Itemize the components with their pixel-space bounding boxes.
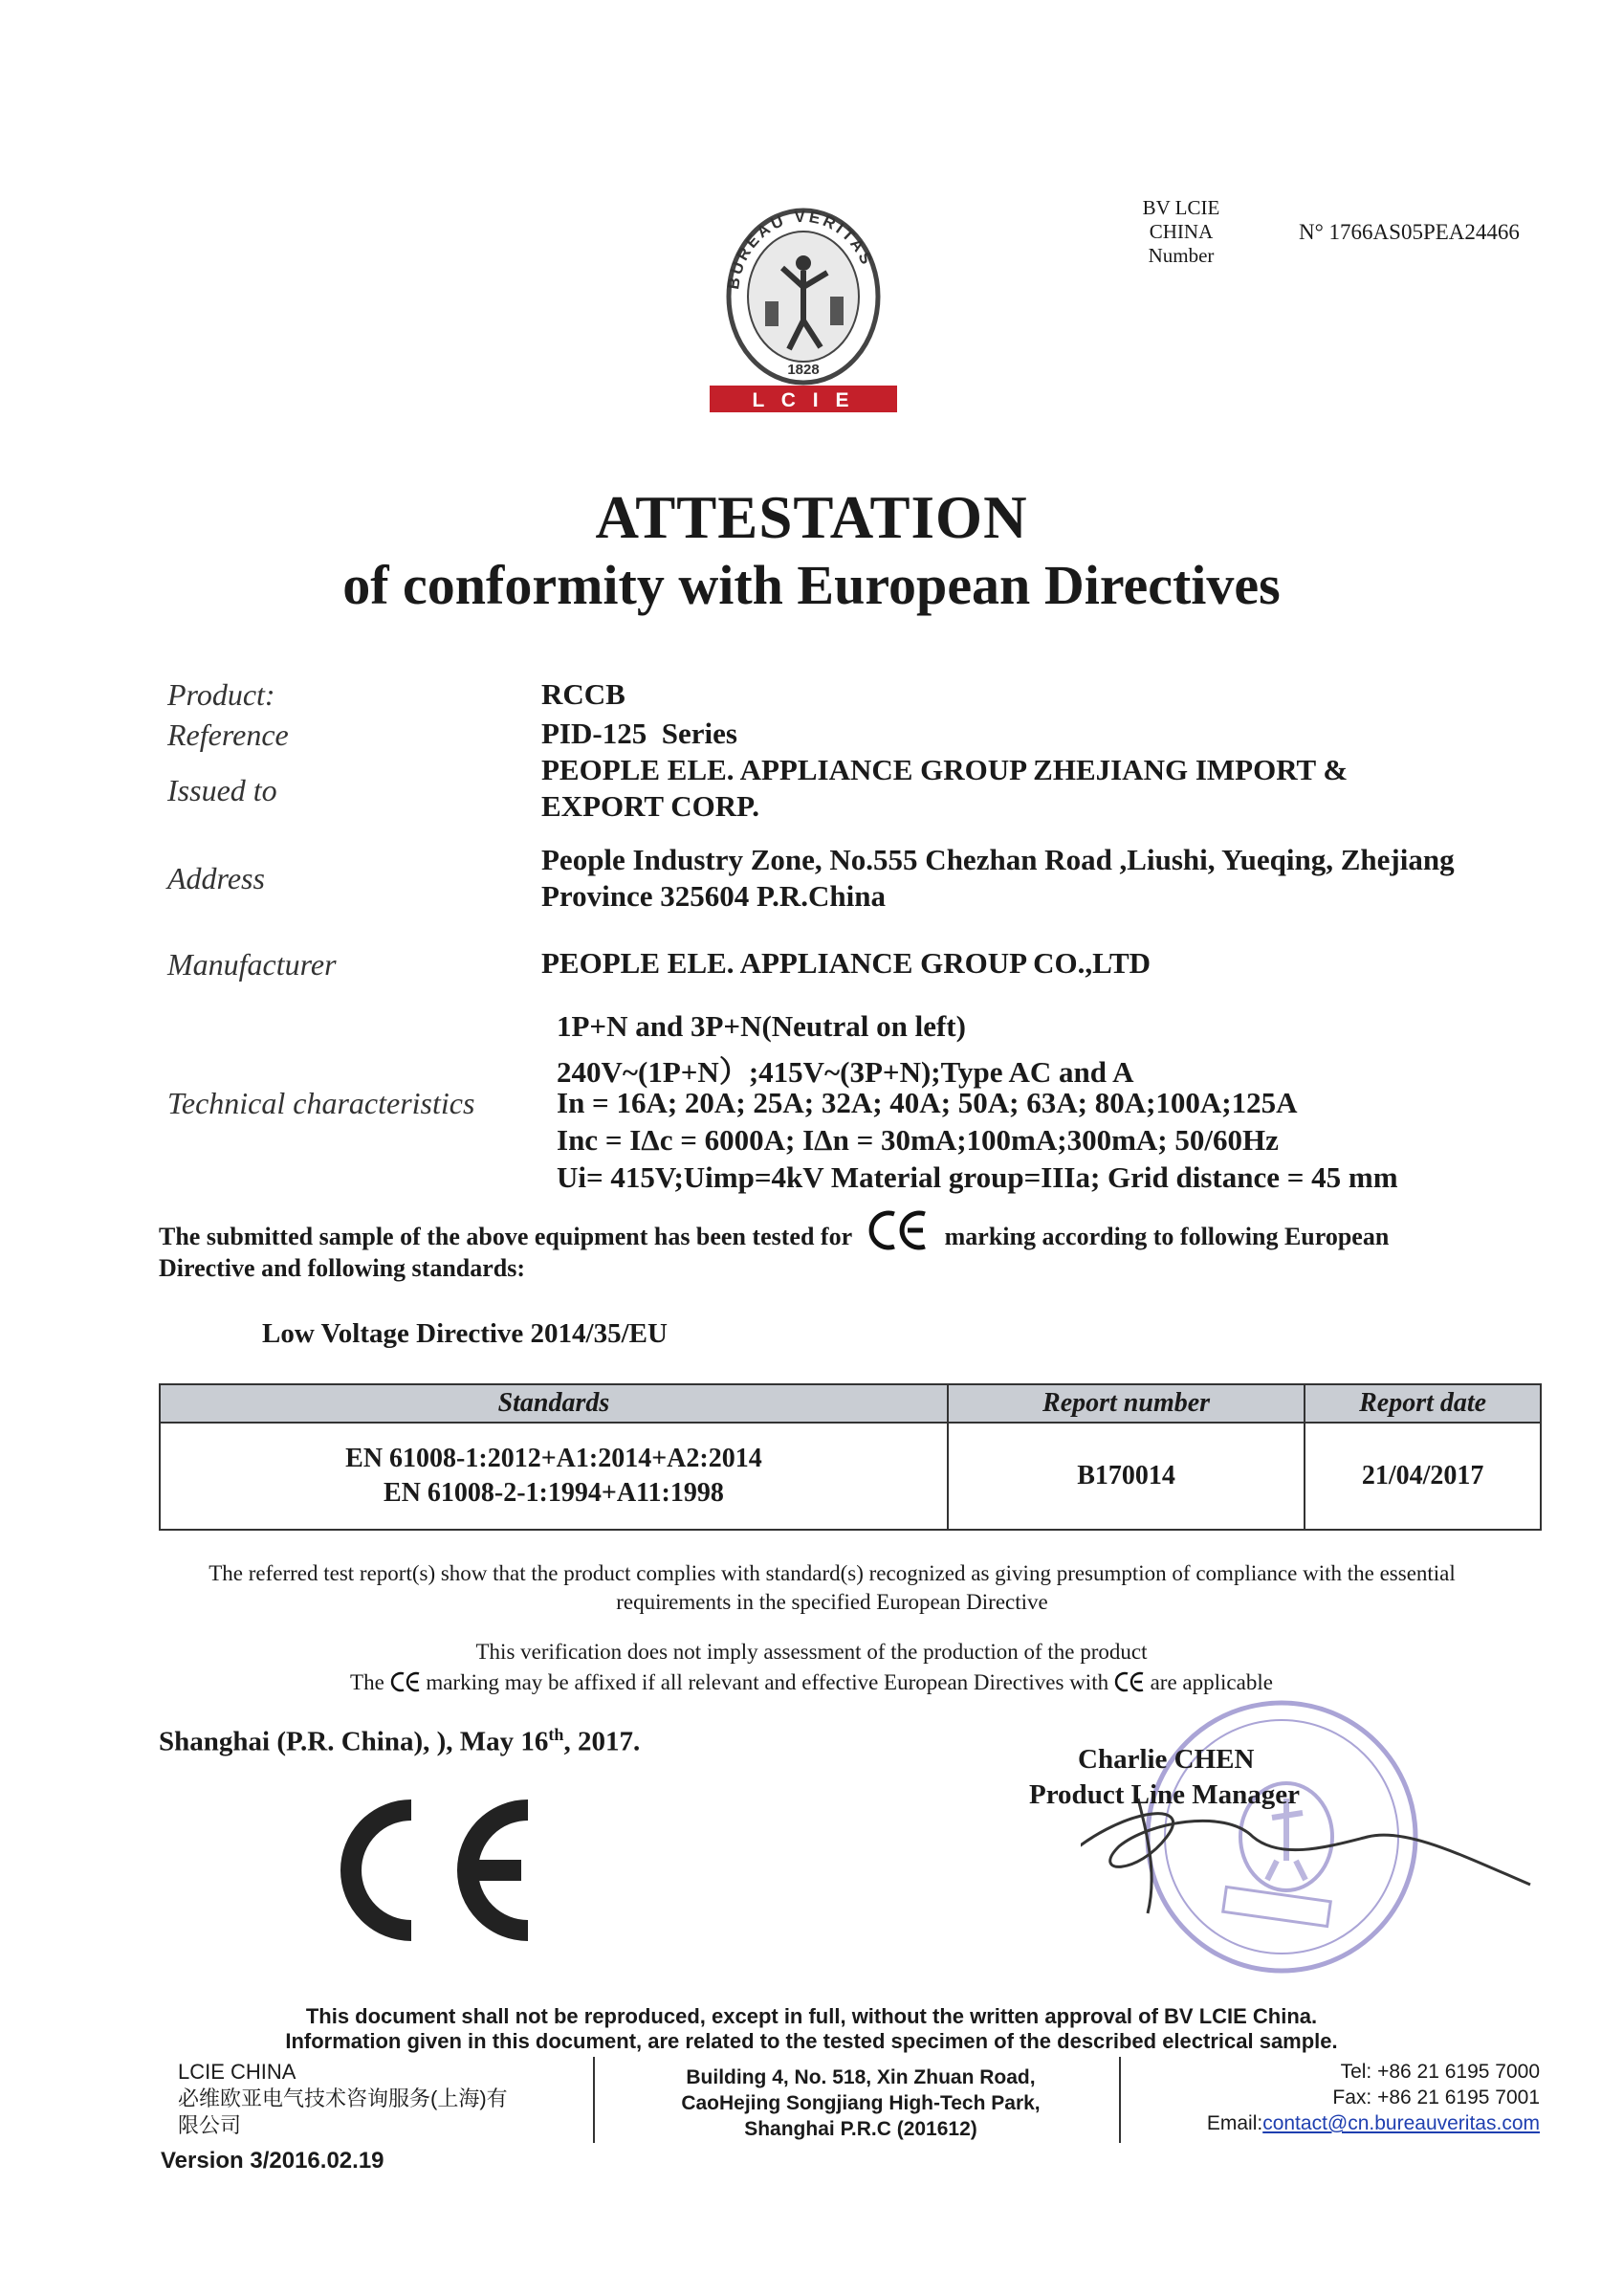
verification-line-1: This verification does not imply assessment of the production of the product bbox=[475, 1640, 1148, 1664]
technical-line: In = 16A; 20A; 25A; 32A; 40A; 50A; 63A; 80A;100A;125A bbox=[557, 1086, 1298, 1119]
ce-mark-icon bbox=[867, 1210, 929, 1250]
footer-left bbox=[178, 2059, 580, 2139]
footer-tel: Tel: +86 21 6195 7000 bbox=[1340, 2061, 1540, 2083]
product-label: Product: bbox=[167, 677, 275, 712]
cert-label-line: BV LCIE bbox=[1142, 196, 1220, 219]
issued-to-label: Issued to bbox=[167, 773, 277, 807]
technical-line: Ui= 415V;Uimp=4kV Material group=IIIa; Grid distance = 45 mm bbox=[557, 1160, 1398, 1194]
place-date-text: Shanghai (P.R. China), ), May 16 bbox=[159, 1726, 549, 1757]
logo-year: 1828 bbox=[787, 362, 820, 378]
reference-label: Reference bbox=[167, 718, 289, 752]
verification-text-c: are applicable bbox=[1150, 1670, 1273, 1694]
logo-banner-text: L C I E bbox=[752, 389, 855, 411]
issued-to-line: PEOPLE ELE. APPLIANCE GROUP ZHEJIANG IMPORT & bbox=[541, 753, 1349, 786]
table-row bbox=[160, 1423, 1541, 1530]
footer-company-cn: 必维欧亚电气技术咨询服务(上海)有 bbox=[178, 2086, 508, 2110]
submitted-text-2: marking according to following European Directive and following standards: bbox=[159, 1223, 1390, 1282]
footer-note-2: Information given in this document, are related to the tested specimen of the described electrical sample. bbox=[285, 2029, 1338, 2053]
table-header-row bbox=[160, 1384, 1541, 1423]
bureau-veritas-logo bbox=[708, 196, 899, 416]
address-label: Address bbox=[167, 861, 265, 895]
report-date-cell: 21/04/2017 bbox=[1305, 1423, 1541, 1530]
footer-address-line: Building 4, No. 518, Xin Zhuan Road, bbox=[686, 2066, 1036, 2088]
cert-label-line: Number bbox=[1148, 244, 1215, 267]
issued-to-line: EXPORT CORP. bbox=[541, 789, 760, 823]
report-number-cell: B170014 bbox=[948, 1423, 1305, 1530]
standard-item: EN 61008-1:2012+A1:2014+A2:2014 bbox=[345, 1444, 762, 1473]
footer-note-1: This document shall not be reproduced, except in full, without the written approval of BV LCIE China. bbox=[305, 2004, 1318, 2028]
verification-text-a: The bbox=[350, 1670, 384, 1694]
cert-labels bbox=[1138, 196, 1224, 268]
footer-address bbox=[631, 2064, 1090, 2142]
header-standards: Standards bbox=[160, 1384, 948, 1423]
footer-email-link[interactable]: contact@cn.bureauveritas.com bbox=[1262, 2112, 1540, 2134]
place-date-sup: th bbox=[548, 1725, 564, 1744]
ce-mark-icon bbox=[1114, 1671, 1145, 1692]
technical-line: 1P+N and 3P+N(Neutral on left) bbox=[557, 1009, 966, 1043]
logo-arc-text: BUREAU VERITAS bbox=[724, 207, 877, 291]
directive: Low Voltage Directive 2014/35/EU bbox=[262, 1318, 668, 1349]
signer-title: Product Line Manager bbox=[1029, 1779, 1300, 1810]
footer-email-label: Email: bbox=[1206, 2112, 1263, 2134]
verification-text-b: marking may be affixed if all relevant and effective European Directives with bbox=[426, 1670, 1109, 1694]
submitted-statement bbox=[159, 1210, 1479, 1284]
version: Version 3/2016.02.19 bbox=[161, 2148, 384, 2174]
footer-address-line: CaoHejing Songjiang High-Tech Park, bbox=[681, 2092, 1041, 2114]
referred-text: The referred test report(s) show that the product complies with standard(s) recognized as giving presumption of compliance with the essential requirements in the specified European Directive bbox=[208, 1561, 1456, 1614]
standard-item: EN 61008-2-1:1994+A11:1998 bbox=[384, 1478, 724, 1508]
footer-company-cn: 限公司 bbox=[178, 2113, 242, 2137]
address-value bbox=[541, 842, 1455, 915]
document-subtitle: of conformity with European Directives bbox=[342, 554, 1281, 616]
verification-line-2 bbox=[0, 1670, 1623, 1695]
cert-label-line: CHINA bbox=[1149, 220, 1214, 243]
header-report-number: Report number bbox=[948, 1384, 1305, 1423]
address-line: Province 325604 P.R.China bbox=[541, 879, 886, 913]
technical-line: Inc = IΔc = 6000A; IΔn = 30mA;100mA;300mA; 50/60Hz bbox=[557, 1123, 1279, 1157]
footer-company-name: LCIE CHINA bbox=[178, 2060, 296, 2084]
place-date bbox=[159, 1725, 640, 1758]
reference-value: PID-125 Series bbox=[541, 717, 737, 750]
document-title: ATTESTATION bbox=[595, 484, 1028, 551]
manufacturer-label: Manufacturer bbox=[167, 947, 337, 982]
footer-fax: Fax: +86 21 6195 7001 bbox=[1332, 2086, 1540, 2108]
certificate-number: N° 1766AS05PEA24466 bbox=[1299, 220, 1520, 244]
technical-label: Technical characteristics bbox=[167, 1086, 475, 1120]
footer-address-line: Shanghai P.R.C (201612) bbox=[744, 2118, 977, 2140]
footer-contact bbox=[1129, 2059, 1540, 2136]
ce-mark-icon bbox=[390, 1671, 421, 1692]
technical-line: 240V~(1P+N）;415V~(3P+N);Type AC and A bbox=[557, 1055, 1134, 1089]
standards-cell bbox=[160, 1423, 948, 1530]
address-line: People Industry Zone, No.555 Chezhan Road ,Liushi, Yueqing, Zhejiang bbox=[541, 843, 1455, 876]
submitted-text-1: The submitted sample of the above equipment has been tested for bbox=[159, 1223, 852, 1250]
footer-divider bbox=[1119, 2057, 1121, 2143]
place-date-tail: , 2017. bbox=[563, 1726, 641, 1757]
footer-divider bbox=[593, 2057, 595, 2143]
signer-name: Charlie CHEN bbox=[1078, 1744, 1255, 1775]
footer-email-line bbox=[1129, 2110, 1540, 2136]
ce-mark-large-icon bbox=[306, 1799, 536, 1942]
header-report-date: Report date bbox=[1305, 1384, 1541, 1423]
manufacturer-value: PEOPLE ELE. APPLIANCE GROUP CO.,LTD bbox=[541, 946, 1151, 980]
issued-to-value bbox=[541, 752, 1348, 825]
standards-table bbox=[159, 1383, 1542, 1531]
official-stamp-with-signature bbox=[1081, 1693, 1540, 1999]
product-value: RCCB bbox=[541, 677, 625, 711]
